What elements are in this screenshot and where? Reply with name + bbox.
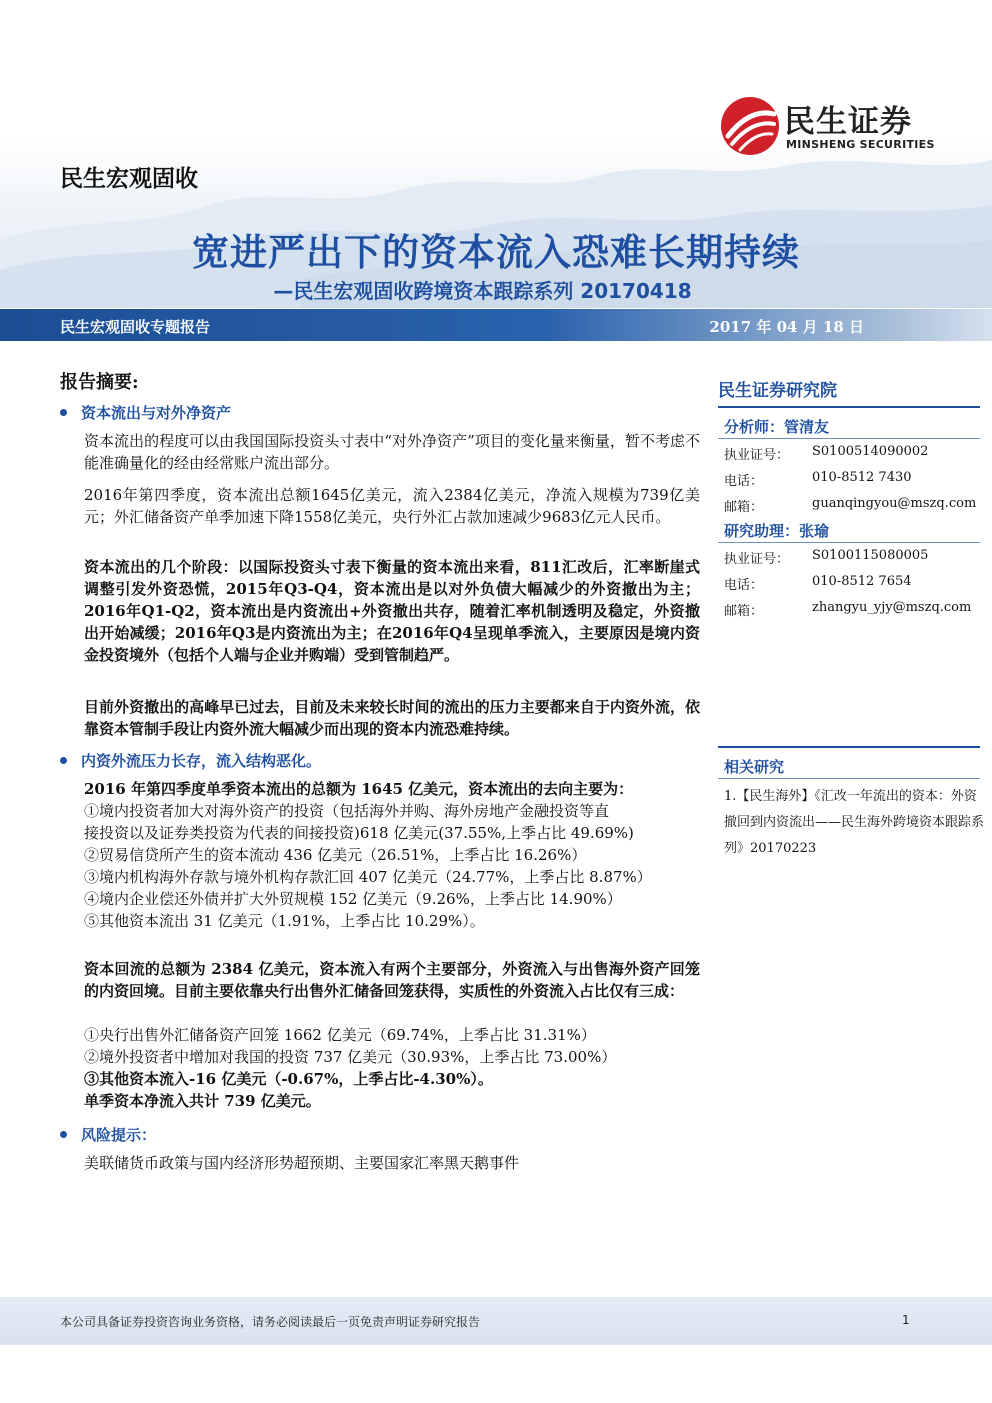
section-heading-risk: [60, 1124, 156, 1145]
divider: [718, 778, 980, 779]
analyst-phone-value: 010-8512 7430: [812, 470, 912, 485]
section-heading-text: 风险提示：: [81, 1126, 157, 1144]
outflow-item: ③境内机构海外存款与境外机构存款汇回 407 亿美元（24.77%，上季占比 8.87%）: [84, 868, 652, 886]
header-banner: [0, 0, 992, 308]
report-date: 2017 年 04 月 18 日: [709, 318, 864, 336]
analyst-name: 分析师：管清友: [724, 418, 830, 436]
institute-name: 民生证券研究院: [718, 381, 837, 401]
inflow-lead: 资本回流的总额为 2384 亿美元，资本流入有两个主要部分，外资流入与出售海外资产回笼的内资回境。目前主要依靠央行出售外汇储备回笼获得，实质性的外资流入占比仅有三成：: [84, 960, 700, 1000]
related-research-item[interactable]: 1.【民生海外】《汇改一年流出的资本：外资撤回到内资流出——民生海外跨境资本跟踪系列》20170223: [724, 789, 985, 856]
outflow-item: ④境内企业偿还外债并扩大外贸规模 152 亿美元（9.26%，上季占比 14.90%）: [84, 890, 622, 908]
outflow-item: ①境内投资者加大对海外资产的投资（包括海外并购、海外房地产金融投资等直: [84, 802, 610, 820]
assistant-email-value[interactable]: zhangyu_yjy@mszq.com: [812, 600, 972, 615]
paragraph-outflow-stages: 资本流出的几个阶段：以国际投资头寸表下衡量的资本流出来看，811汇改后，汇率断崖式调整引发外资恐慌，2015年Q3-Q4，资本流出是以对外负债大幅减少的外资撤出为主；2016年Q1-Q2，资本流出是内资流出+外资撤出共存，随着汇率机制透明及稳定，外资撤出开始减缓；2016年Q3是内资流出为主；在2016年Q4呈现单季流入，主要原因是境内资金投资境外（包括个人端与企业并购端）受到管制趋严。: [84, 558, 700, 664]
paragraph-q4-figures: 2016年第四季度，资本流出总额1645亿美元，流入2384亿美元，净流入规模为739亿美元；外汇储备资产单季加速下降1558亿美元，央行外汇占款加速减少9683亿元人民币。: [84, 486, 700, 526]
divider: [718, 438, 980, 439]
inflow-item: ①央行出售外汇储备资产回笼 1662 亿美元（69.74%，上季占比 31.31%）: [84, 1026, 596, 1044]
analyst-license-value: S0100514090002: [812, 444, 929, 459]
logo-emblem-icon: [720, 96, 780, 156]
assistant-email-label: 邮箱：: [724, 604, 764, 619]
outflow-lead: 2016 年第四季度单季资本流出的总额为 1645 亿美元，资本流出的去向主要为：: [84, 780, 634, 798]
assistant-phone-value: 010-8512 7654: [812, 574, 912, 589]
series-name: 民生宏观固收: [60, 166, 198, 192]
analyst-email-label: 邮箱：: [724, 500, 764, 515]
section-heading-text: 内资外流压力长存，流入结构恶化。: [81, 752, 322, 770]
assistant-license-label: 执业证号：: [724, 552, 790, 567]
inflow-item: ②境外投资者中增加对我国的投资 737 亿美元（30.93%，上季占比 73.00%）: [84, 1048, 617, 1066]
inflow-item-bold: ③其他资本流入-16 亿美元（-0.67%，上季占比-4.30%）。: [84, 1070, 493, 1088]
bullet-icon: [60, 409, 67, 416]
outflow-item: ②贸易信贷所产生的资本流动 436 亿美元（26.51%，上季占比 16.26%）: [84, 846, 587, 864]
section-heading-domestic-outflow: [60, 750, 321, 771]
outflow-item: ⑤其他资本流出 31 亿美元（1.91%，上季占比 10.29%）。: [84, 912, 485, 930]
report-type: 民生宏观固收专题报告: [60, 318, 211, 336]
report-title: 宽进严出下的资本流入恐难长期持续: [192, 231, 800, 274]
related-research-title: 相关研究: [724, 758, 785, 776]
abstract-title: 报告摘要:: [60, 372, 139, 393]
bullet-icon: [60, 757, 67, 764]
logo-text-cn: 民生证券: [784, 104, 912, 140]
outflow-item: 接投资以及证券类投资为代表的间接投资)618 亿美元(37.55%,上季占比 49.69%): [84, 824, 634, 842]
report-subtitle: —民生宏观固收跨境资本跟踪系列 20170418: [273, 279, 692, 303]
divider: [718, 542, 980, 543]
page-footer: [0, 1297, 992, 1345]
divider: [718, 406, 980, 408]
bullet-icon: [60, 1131, 67, 1138]
analyst-license-label: 执业证号：: [724, 448, 790, 463]
divider: [718, 746, 980, 748]
paragraph-outlook: 目前外资撤出的高峰早已过去，目前及未来较长时间的流出的压力主要都来自于内资外流，依靠资本管制手段让内资外流大幅减少而出现的资本内流恐难持续。: [84, 698, 700, 738]
logo-text-en: MINSHENG SECURITIES: [786, 138, 935, 151]
section-heading-text: 资本流出与对外净资产: [81, 404, 232, 422]
assistant-license-value: S0100115080005: [812, 548, 929, 563]
assistant-phone-label: 电话：: [724, 578, 764, 593]
section-heading-capital-outflow: [60, 402, 231, 423]
risk-text: 美联储货币政策与国内经济形势超预期、主要国家汇率黑天鹅事件: [84, 1154, 520, 1172]
analyst-phone-label: 电话：: [724, 474, 764, 489]
assistant-name: 研究助理：张瑜: [724, 522, 830, 540]
analyst-email-value[interactable]: guanqingyou@mszq.com: [812, 496, 977, 511]
minsheng-logo: [720, 96, 950, 156]
paragraph-measurement: 资本流出的程度可以由我国国际投资头寸表中“对外净资产”项目的变化量来衡量，暂不考虑不能准确量化的经由经常账户流出部分。: [84, 432, 700, 472]
page-number: 1: [902, 1313, 910, 1327]
net-inflow-summary: 单季资本净流入共计 739 亿美元。: [84, 1092, 321, 1110]
report-type-bar: [0, 309, 992, 341]
footer-disclaimer: 本公司具备证券投资咨询业务资格，请务必阅读最后一页免责声明证券研究报告: [60, 1315, 481, 1329]
